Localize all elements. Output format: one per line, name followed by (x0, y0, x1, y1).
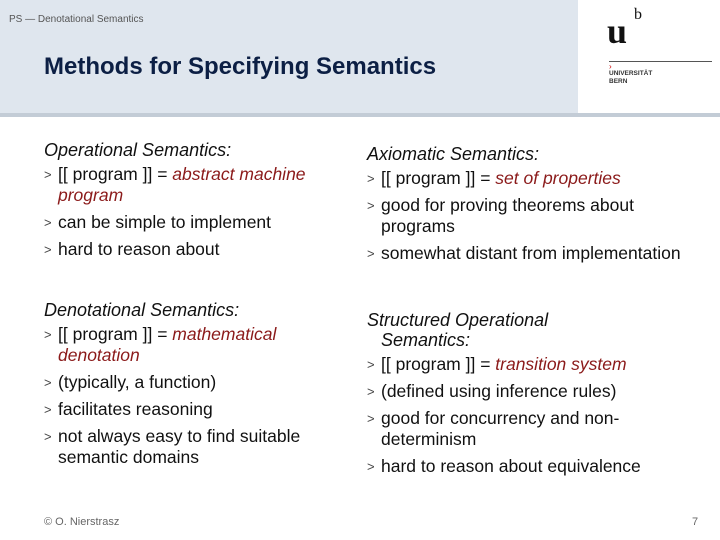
bullet-text: can be simple to implement (58, 212, 272, 232)
bullet-text: hard to reason about (58, 239, 220, 259)
bullet-marker: > (44, 375, 52, 390)
bullet-marker: > (367, 198, 375, 213)
list-item (367, 195, 687, 237)
list-item (367, 168, 687, 189)
bullet-marker: > (44, 327, 52, 342)
operational-title: Operational Semantics: (44, 140, 232, 160)
list-item (44, 426, 354, 468)
bullet-marker: > (367, 384, 375, 399)
bullet-text: not always easy to find suitable semantic domains (58, 426, 301, 467)
bullet-text: facilitates reasoning (58, 399, 213, 419)
list-item (367, 456, 692, 477)
list-item (44, 324, 354, 366)
bullet-text: [[ program ]] = (58, 164, 173, 184)
list-item (367, 408, 692, 450)
list-item (44, 372, 354, 393)
operational-bullets (44, 164, 374, 260)
sos-title-line2: Semantics: (381, 330, 471, 350)
axiomatic-title: Axiomatic Semantics: (367, 144, 540, 164)
denotational-section (44, 300, 354, 474)
axiomatic-section (367, 144, 687, 270)
list-item (367, 354, 692, 375)
bullet-text: [[ program ]] = (381, 354, 496, 374)
list-item (44, 399, 354, 420)
bullet-text: (typically, a function) (58, 372, 217, 392)
bullet-marker: > (44, 402, 52, 417)
slide-title: Methods for Specifying Semantics (44, 53, 437, 80)
bullet-text: hard to reason about equivalence (381, 456, 641, 476)
bullet-marker: > (367, 246, 375, 261)
bullet-marker: > (44, 242, 52, 257)
bullet-marker: > (367, 171, 375, 186)
bullet-text: good for concurrency and non-determinism (381, 408, 620, 449)
bullet-emphasis: set of properties (495, 168, 621, 188)
axiomatic-bullets (367, 168, 687, 264)
university-name-line2: BERN (609, 78, 628, 85)
logo-rule (609, 61, 712, 62)
bullet-emphasis: mathematical denotation (58, 324, 277, 365)
bullet-marker: > (367, 411, 375, 426)
bullet-text: [[ program ]] = (381, 168, 496, 188)
header-divider (0, 113, 720, 117)
university-logo-b: b (634, 6, 642, 23)
list-item (44, 212, 374, 233)
list-item (367, 243, 687, 264)
bullet-emphasis: transition system (495, 354, 627, 374)
university-name-line1: UNIVERSITÄT (609, 70, 653, 77)
bullet-marker: > (44, 429, 52, 444)
bullet-marker: > (367, 459, 375, 474)
university-logo-u: u (607, 11, 628, 51)
sos-title (367, 310, 692, 350)
denotational-bullets (44, 324, 354, 468)
operational-section (44, 140, 374, 266)
bullet-text: (defined using inference rules) (381, 381, 617, 401)
denotational-title: Denotational Semantics: (44, 300, 240, 320)
list-item (44, 164, 374, 206)
footer-author: © O. Nierstrasz (44, 516, 120, 528)
list-item (367, 381, 692, 402)
university-name (609, 70, 652, 86)
sos-title-line1: Structured Operational (367, 310, 549, 330)
bullet-marker: > (44, 215, 52, 230)
logo-arrow-icon: › (609, 62, 612, 71)
sos-bullets (367, 354, 692, 477)
bullet-text: somewhat distant from implementation (381, 243, 681, 263)
sos-section (367, 310, 692, 483)
bullet-marker: > (367, 357, 375, 372)
bullet-text: good for proving theorems about programs (381, 195, 634, 236)
bullet-marker: > (44, 167, 52, 182)
bullet-text: [[ program ]] = (58, 324, 173, 344)
bullet-emphasis: abstract machine program (58, 164, 306, 205)
list-item (44, 239, 374, 260)
logo-area (578, 0, 720, 113)
running-title: PS — Denotational Semantics (9, 14, 144, 25)
page-number: 7 (692, 516, 699, 528)
